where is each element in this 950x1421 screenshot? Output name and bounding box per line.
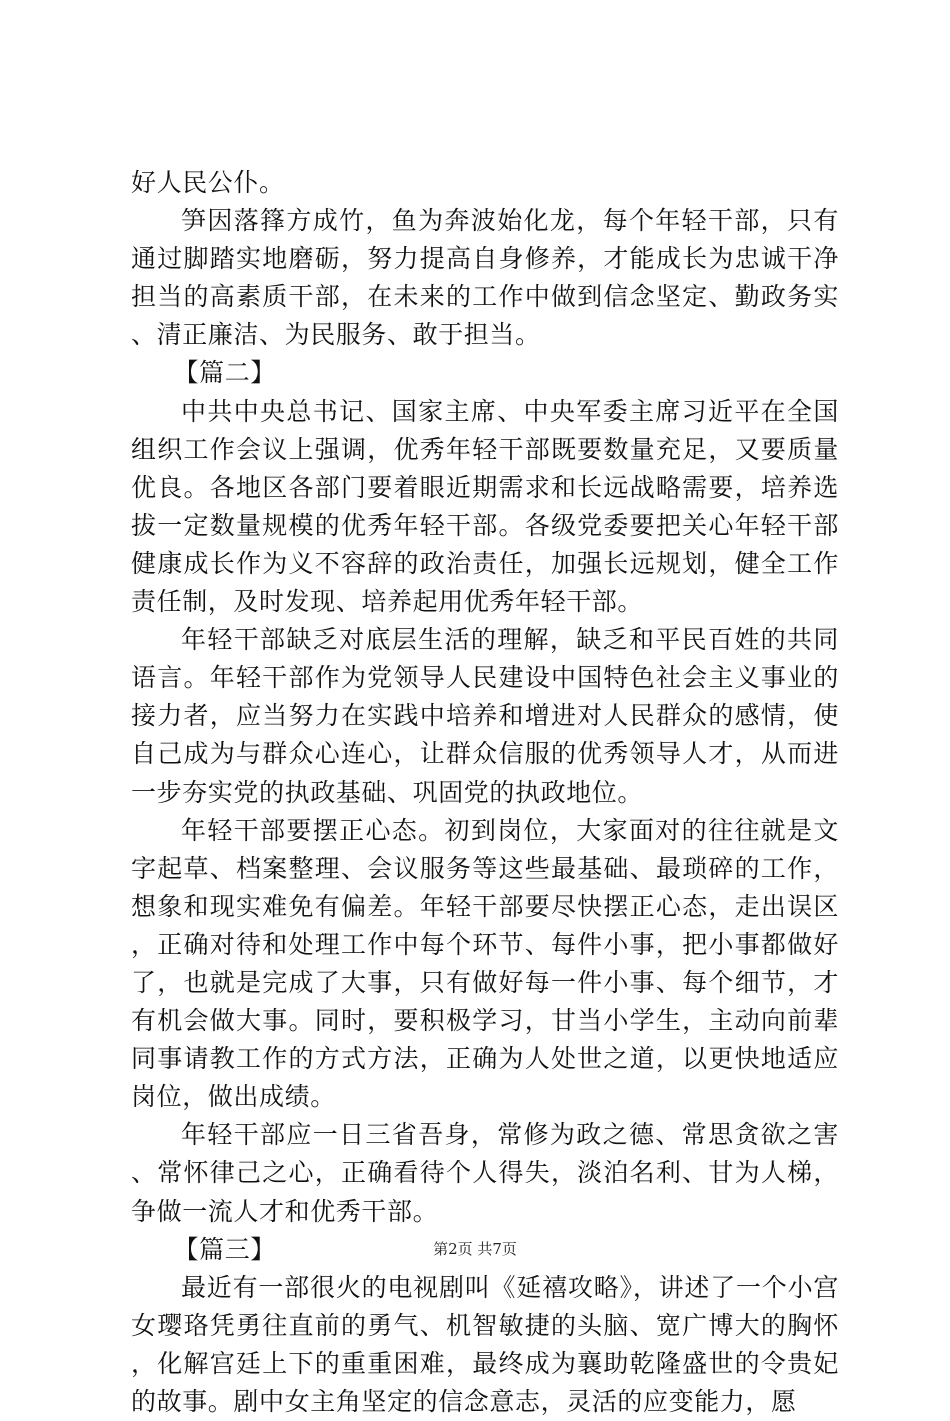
- paragraph: 年轻干部应一日三省吾身，常修为政之德、常思贪欲之害、常怀律己之心，正确看待个人得失，淡泊名利、甘为人梯，争做一流人才和优秀干部。: [131, 1120, 839, 1226]
- section-heading-part-three: 【篇三】: [173, 1234, 276, 1264]
- paragraph: 年轻干部缺乏对底层生活的理解，缺乏和平民百姓的共同语言。年轻干部作为党领导人民建设中国特色社会主义事业的接力者，应当努力在实践中培养和增进对人民群众的感情，使自己成为与群众心连心，让群众信服的优秀领导人才，从而进一步夯实党的执政基础、巩固党的执政地位。: [131, 625, 839, 807]
- paragraph: 年轻干部要摆正心态。初到岗位，大家面对的往往就是文字起草、档案整理、会议服务等这些最基础、最琐碎的工作，想象和现实难免有偏差。年轻干部要尽快摆正心态，走出误区，正确对待和处理工作中每个环节、每件小事，把小事都做好了，也就是完成了大事，只有做好每一件小事、每个细节，才有机会做大事。同时，要积极学习，甘当小学生，主动向前辈同事请教工作的方式方法，正确为人处世之道，以更快地适应岗位，做出成绩。: [131, 815, 839, 1112]
- page-number-label: 第2页 共7页: [433, 1240, 517, 1258]
- document-body: [131, 164, 839, 1421]
- paragraph-continuation: 好人民公仆。: [131, 168, 285, 197]
- paragraph: 最近有一部很火的电视剧叫《延禧攻略》，讲述了一个小宫女璎珞凭勇往直前的勇气、机智敏捷的头脑、宽广博大的胸怀，化解宫廷上下的重重困难，最终成为襄助乾隆盛世的令贵妃的故事。剧中女主角坚定的信念意志，灵活的应变能力，愿: [131, 1272, 839, 1416]
- paragraph: 中共中央总书记、国家主席、中央军委主席习近平在全国组织工作会议上强调，优秀年轻干部既要数量充足，又要质量优良。各地区各部门要着眼近期需求和长远战略需要，培养选拔一定数量规模的优秀年轻干部。各级党委要把关心年轻干部健康成长作为义不容辞的政治责任，加强长远规划，健全工作责任制，及时发现、培养起用优秀年轻干部。: [131, 396, 839, 617]
- page-footer: [0, 1239, 950, 1259]
- paragraph: 笋因落箨方成竹，鱼为奔波始化龙，每个年轻干部，只有通过脚踏实地磨砺，努力提高自身修养，才能成长为忠诚干净担当的高素质干部，在未来的工作中做到信念坚定、勤政务实、清正廉洁、为民服务、敢于担当。: [131, 206, 839, 350]
- section-heading-part-two: 【篇二】: [173, 358, 276, 388]
